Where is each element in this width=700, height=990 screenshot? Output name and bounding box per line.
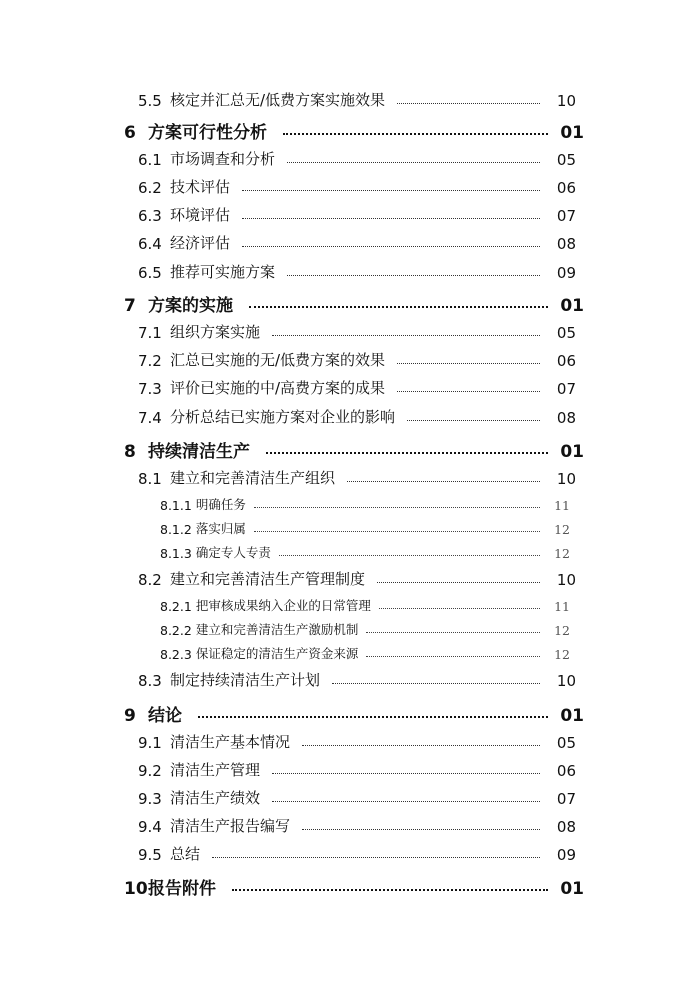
dot-leader — [272, 335, 540, 336]
toc-entry-page-number: 05 — [556, 734, 576, 752]
toc-entry-number: 8.3 — [138, 672, 162, 690]
toc-entry-7-1[interactable] — [138, 320, 576, 342]
toc-entry-9-2[interactable] — [138, 758, 576, 780]
toc-entry-9-3[interactable] — [138, 786, 576, 808]
dot-leader — [283, 133, 548, 135]
toc-entry-8-1[interactable] — [138, 466, 576, 488]
toc-entry-8-2-3[interactable] — [160, 644, 570, 662]
toc-entry-page-number: 08 — [556, 818, 576, 836]
toc-entry-number: 6.4 — [138, 235, 162, 253]
toc-entry-title: 明确任务 — [195, 497, 246, 512]
toc-entry-page-number: 01 — [560, 296, 584, 316]
dot-leader — [254, 507, 540, 508]
toc-entry-7-2[interactable] — [138, 348, 576, 370]
toc-entry-6-2[interactable] — [138, 175, 576, 197]
toc-entry-number: 7.1 — [138, 324, 162, 342]
toc-entry-title: 分析总结已实施方案对企业的影响 — [170, 408, 396, 426]
toc-entry-8-1-1[interactable] — [160, 495, 570, 513]
toc-entry-title: 把审核成果纳入企业的日常管理 — [195, 598, 371, 613]
toc-entry-8[interactable] — [124, 436, 584, 462]
toc-entry-number: 9.5 — [138, 846, 162, 864]
toc-entry-number: 9.4 — [138, 818, 162, 836]
toc-entry-page-number: 05 — [556, 324, 576, 342]
toc-entry-title: 总结 — [170, 845, 201, 863]
toc-entry-title: 推荐可实施方案 — [170, 263, 276, 281]
dot-leader — [242, 190, 540, 191]
toc-entry-title: 持续清洁生产 — [148, 442, 250, 462]
toc-entry-page-number: 01 — [560, 442, 584, 462]
toc-entry-title: 方案的实施 — [148, 296, 233, 316]
dot-leader — [347, 481, 540, 482]
toc-entry-page-number: 07 — [556, 790, 576, 808]
toc-entry-9-4[interactable] — [138, 814, 576, 836]
toc-entry-title: 建立和完善清洁生产激励机制 — [195, 622, 359, 637]
dot-leader — [302, 745, 540, 746]
toc-entry-9-1[interactable] — [138, 730, 576, 752]
dot-leader — [242, 218, 540, 219]
toc-entry-title: 方案可行性分析 — [148, 123, 267, 143]
toc-entry-6-1[interactable] — [138, 147, 576, 169]
toc-entry-title: 建立和完善清洁生产组织 — [170, 469, 336, 487]
dot-leader — [287, 275, 540, 276]
toc-entry-number: 6.2 — [138, 179, 162, 197]
toc-entry-number: 8.2 — [138, 571, 162, 589]
dot-leader — [242, 246, 540, 247]
toc-entry-5-5[interactable] — [138, 88, 576, 110]
toc-entry-6-4[interactable] — [138, 231, 576, 253]
toc-entry-page-number: 12 — [554, 546, 570, 561]
toc-entry-8-1-2[interactable] — [160, 519, 570, 537]
toc-entry-8-2-2[interactable] — [160, 620, 570, 638]
toc-entry-number: 6.5 — [138, 264, 162, 282]
toc-entry-page-number: 10 — [556, 571, 576, 589]
dot-leader — [212, 857, 540, 858]
toc-entry-page-number: 12 — [554, 522, 570, 537]
toc-entry-number: 8.1 — [138, 470, 162, 488]
toc-entry-page-number: 01 — [560, 879, 584, 899]
toc-entry-page-number: 12 — [554, 647, 570, 662]
toc-entry-title: 评价已实施的中/高费方案的成果 — [170, 379, 386, 397]
dot-leader — [366, 656, 540, 657]
toc-entry-7-4[interactable] — [138, 405, 576, 427]
toc-entry-number: 9 — [124, 706, 136, 726]
toc-entry-page-number: 06 — [556, 352, 576, 370]
toc-entry-number: 7.2 — [138, 352, 162, 370]
toc-entry-page-number: 08 — [556, 409, 576, 427]
dot-leader — [377, 582, 540, 583]
toc-entry-number: 8.1.2 — [160, 522, 192, 537]
toc-entry-page-number: 11 — [554, 498, 570, 513]
toc-entry-title: 汇总已实施的无/低费方案的效果 — [170, 351, 386, 369]
toc-entry-page-number: 07 — [556, 380, 576, 398]
toc-entry-page-number: 01 — [560, 706, 584, 726]
dot-leader — [254, 531, 540, 532]
toc-entry-number: 6.1 — [138, 151, 162, 169]
toc-entry-page-number: 09 — [556, 846, 576, 864]
toc-entry-number: 10 — [124, 879, 148, 899]
toc-entry-number: 6 — [124, 123, 136, 143]
toc-entry-title: 清洁生产报告编写 — [170, 817, 291, 835]
dot-leader — [407, 420, 540, 421]
toc-entry-8-3[interactable] — [138, 668, 576, 690]
toc-entry-page-number: 10 — [556, 672, 576, 690]
dot-leader — [366, 632, 540, 633]
toc-entry-number: 7 — [124, 296, 136, 316]
toc-entry-number: 6.3 — [138, 207, 162, 225]
toc-entry-7[interactable] — [124, 290, 584, 316]
dot-leader — [279, 555, 540, 556]
toc-entry-number: 5.5 — [138, 92, 162, 110]
dot-leader — [397, 391, 540, 392]
toc-entry-title: 市场调查和分析 — [170, 150, 276, 168]
toc-entry-page-number: 06 — [556, 762, 576, 780]
toc-entry-page-number: 07 — [556, 207, 576, 225]
toc-entry-title: 清洁生产绩效 — [170, 789, 261, 807]
toc-entry-title: 制定持续清洁生产计划 — [170, 671, 321, 689]
dot-leader — [272, 801, 540, 802]
dot-leader — [266, 452, 548, 454]
toc-entry-number: 9.2 — [138, 762, 162, 780]
toc-entry-number: 8.1.3 — [160, 546, 192, 561]
dot-leader — [249, 306, 548, 308]
toc-entry-number: 8.2.3 — [160, 647, 192, 662]
toc-entry-number: 7.4 — [138, 409, 162, 427]
toc-entry-number: 7.3 — [138, 380, 162, 398]
toc-entry-number: 8.1.1 — [160, 498, 192, 513]
dot-leader — [287, 162, 540, 163]
toc-entry-title: 结论 — [148, 706, 182, 726]
toc-entry-title: 技术评估 — [170, 178, 231, 196]
toc-entry-page-number: 06 — [556, 179, 576, 197]
dot-leader — [302, 829, 540, 830]
toc-entry-page-number: 05 — [556, 151, 576, 169]
toc-entry-number: 8 — [124, 442, 136, 462]
dot-leader — [379, 608, 540, 609]
dot-leader — [332, 683, 540, 684]
toc-entry-7-3[interactable] — [138, 376, 576, 398]
toc-entry-title: 组织方案实施 — [170, 323, 261, 341]
toc-entry-title: 报告附件 — [148, 879, 216, 899]
toc-entry-8-2[interactable] — [138, 567, 576, 589]
dot-leader — [198, 716, 548, 718]
dot-leader — [397, 103, 540, 104]
toc-entry-9-5[interactable] — [138, 842, 576, 864]
dot-leader — [397, 363, 540, 364]
toc-entry-6[interactable] — [124, 117, 584, 143]
toc-entry-title: 清洁生产基本情况 — [170, 733, 291, 751]
toc-entry-6-3[interactable] — [138, 203, 576, 225]
toc-entry-10[interactable] — [124, 873, 584, 899]
toc-entry-number: 9.3 — [138, 790, 162, 808]
toc-entry-number: 9.1 — [138, 734, 162, 752]
toc-entry-page-number: 01 — [560, 123, 584, 143]
toc-entry-8-2-1[interactable] — [160, 596, 570, 614]
toc-entry-9[interactable] — [124, 700, 584, 726]
toc-entry-title: 清洁生产管理 — [170, 761, 261, 779]
toc-entry-title: 保证稳定的清洁生产资金来源 — [195, 646, 359, 661]
toc-entry-number: 8.2.2 — [160, 623, 192, 638]
toc-entry-page-number: 10 — [556, 92, 576, 110]
toc-entry-title: 经济评估 — [170, 234, 231, 252]
toc-entry-page-number: 08 — [556, 235, 576, 253]
toc-entry-page-number: 10 — [556, 470, 576, 488]
toc-entry-6-5[interactable] — [138, 260, 576, 282]
toc-entry-title: 落实归属 — [195, 521, 246, 536]
toc-entry-page-number: 12 — [554, 623, 570, 638]
toc-entry-8-1-3[interactable] — [160, 543, 570, 561]
toc-entry-page-number: 09 — [556, 264, 576, 282]
toc-entry-title: 确定专人专责 — [195, 545, 271, 560]
dot-leader — [232, 889, 548, 891]
toc-entry-title: 核定并汇总无/低费方案实施效果 — [170, 91, 386, 109]
dot-leader — [272, 773, 540, 774]
toc-entry-title: 建立和完善清洁生产管理制度 — [170, 570, 366, 588]
toc-entry-title: 环境评估 — [170, 206, 231, 224]
toc-entry-number: 8.2.1 — [160, 599, 192, 614]
toc-entry-page-number: 11 — [554, 599, 570, 614]
